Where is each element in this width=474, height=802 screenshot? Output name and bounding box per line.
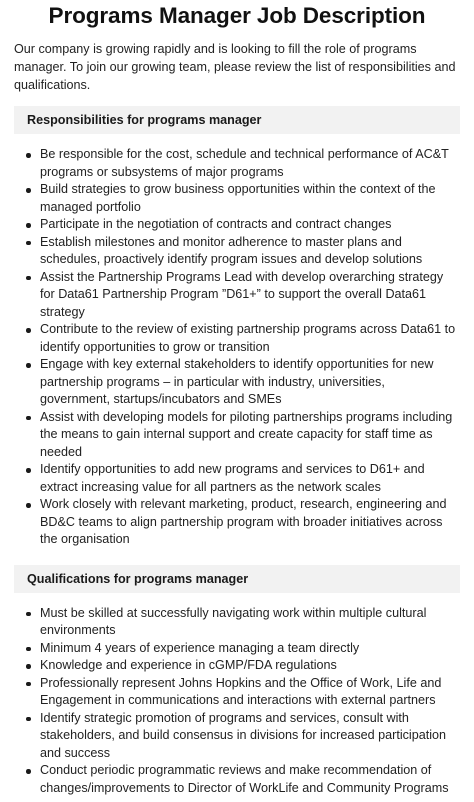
list-item bbox=[40, 234, 460, 269]
bullet-icon bbox=[26, 717, 31, 722]
list-item-text: Establish milestones and monitor adherence to master plans and schedules, proactively identify program issues and develop solutions bbox=[40, 234, 423, 266]
list-item bbox=[40, 675, 460, 710]
list-item-text: Work closely with relevant marketing, product, research, engineering and BD&C teams to align partnership program with broader initiatives across the organisation bbox=[40, 497, 447, 546]
list-item-text: Engage with key external stakeholders to identify opportunities for new partnership programs – in particular with industry, universities, government, startups/incubators and SMEs bbox=[40, 357, 434, 406]
page-title: Programs Manager Job Description bbox=[48, 3, 426, 28]
list-item-text: Contribute to the review of existing partnership programs across Data61 to identify opportunities to grow or transition bbox=[40, 322, 456, 354]
list-item bbox=[40, 461, 460, 496]
list-item bbox=[40, 321, 460, 356]
list-item-text: Assist the Partnership Programs Lead with develop overarching strategy for Data61 Partnership Program ”D61+” to support the overall Data61 strategy bbox=[40, 269, 444, 319]
list-item bbox=[40, 657, 460, 675]
list-item-text: Identify opportunities to add new programs and services to D61+ and extract increasing value for all partners as the network scales bbox=[40, 462, 425, 494]
bullet-icon bbox=[26, 468, 31, 473]
responsibilities-heading: Responsibilities for programs manager bbox=[14, 106, 460, 134]
list-item bbox=[40, 762, 460, 797]
list-item-text: Build strategies to grow business opportunities within the context of the managed portfolio bbox=[40, 182, 436, 214]
responsibilities-list bbox=[14, 146, 460, 549]
list-item bbox=[40, 496, 460, 549]
list-item bbox=[40, 269, 460, 322]
list-item bbox=[40, 605, 460, 640]
list-item-text: Be responsible for the cost, schedule and technical performance of AC&T programs or subsystems of major programs bbox=[40, 147, 449, 179]
bullet-icon bbox=[26, 188, 31, 193]
bullet-icon bbox=[26, 276, 31, 281]
list-item bbox=[40, 146, 460, 181]
list-item-text: Must be skilled at successfully navigating work within multiple cultural environments bbox=[40, 605, 427, 637]
bullet-icon bbox=[26, 328, 31, 333]
bullet-icon bbox=[26, 223, 31, 228]
intro-paragraph: Our company is growing rapidly and is looking to fill the role of programs manager. To join our growing team, please review the list of responsibilities and qualifications. bbox=[14, 42, 456, 92]
list-item-text: Conduct periodic programmatic reviews and make recommendation of changes/improvements to Director of WorkLife and Community Programs bbox=[40, 763, 449, 795]
bullet-icon bbox=[26, 612, 31, 617]
list-item bbox=[40, 409, 460, 462]
list-item bbox=[40, 356, 460, 409]
bullet-icon bbox=[26, 241, 31, 246]
list-item-text: Identify strategic promotion of programs and services, consult with stakeholders, and build consensus in divisions for increased participation and success bbox=[40, 710, 447, 760]
bullet-icon bbox=[26, 769, 31, 774]
list-item bbox=[40, 216, 460, 234]
bullet-icon bbox=[26, 664, 31, 669]
list-item bbox=[40, 710, 460, 763]
list-item-text: Participate in the negotiation of contracts and contract changes bbox=[40, 217, 392, 231]
bullet-icon bbox=[26, 647, 31, 652]
bullet-icon bbox=[26, 416, 31, 421]
bullet-icon bbox=[26, 363, 31, 368]
bullet-icon bbox=[26, 682, 31, 687]
list-item-text: Minimum 4 years of experience managing a team directly bbox=[40, 640, 360, 655]
list-item-text: Knowledge and experience in cGMP/FDA regulations bbox=[40, 658, 337, 672]
list-item bbox=[40, 640, 460, 658]
qualifications-list bbox=[14, 605, 460, 798]
list-item-text: Professionally represent Johns Hopkins and the Office of Work, Life and Engagement in communications and interactions with external partners bbox=[40, 675, 442, 707]
qualifications-heading: Qualifications for programs manager bbox=[14, 565, 460, 593]
list-item bbox=[40, 181, 460, 216]
bullet-icon bbox=[26, 153, 31, 158]
list-item-text: Assist with developing models for piloting partnerships programs including the means to gain internal support and create capacity for staff time as needed bbox=[40, 409, 453, 459]
bullet-icon bbox=[26, 503, 31, 508]
